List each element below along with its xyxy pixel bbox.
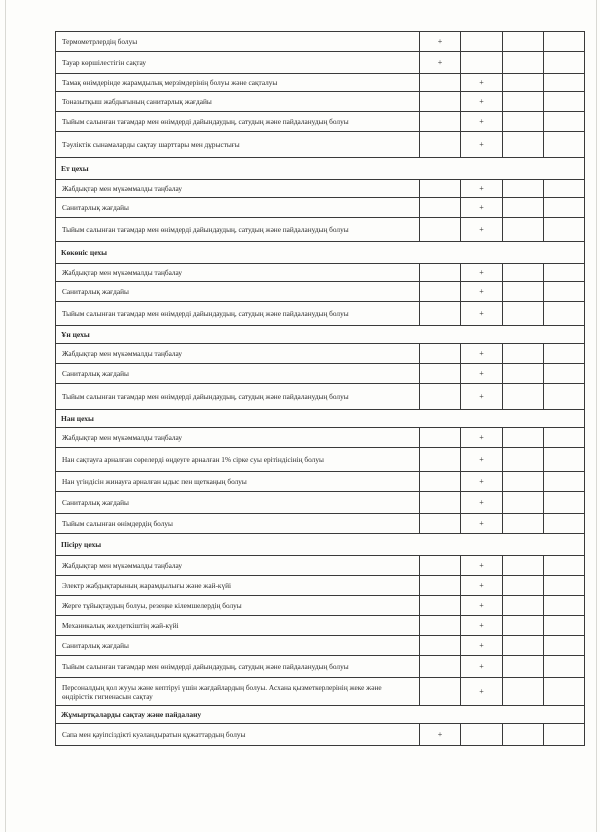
plus-mark: + xyxy=(461,636,503,656)
checklist-row xyxy=(56,514,585,534)
plus-mark: + xyxy=(461,384,503,410)
empty-cell xyxy=(420,112,461,132)
empty-cell xyxy=(544,656,585,678)
empty-cell xyxy=(544,264,585,282)
empty-cell xyxy=(420,514,461,534)
plus-mark: + xyxy=(420,32,461,52)
plus-mark: + xyxy=(461,364,503,384)
empty-cell xyxy=(544,132,585,158)
empty-cell xyxy=(544,92,585,112)
plus-mark: + xyxy=(461,448,503,472)
plus-mark: + xyxy=(461,264,503,282)
plus-mark: + xyxy=(461,576,503,596)
empty-cell xyxy=(420,92,461,112)
empty-cell xyxy=(544,112,585,132)
empty-cell xyxy=(544,492,585,514)
checklist-item-label: Электр жабдықтарының жарамдылығы және жай-күйі xyxy=(56,576,420,596)
section-header-row xyxy=(56,158,585,180)
checklist-item-label: Санитарлық жағдайы xyxy=(56,282,420,302)
checklist-item-label: Жабдықтар мен мүкәммалды таңбалау xyxy=(56,264,420,282)
section-header-row xyxy=(56,534,585,556)
section-title: Көкөніс цехы xyxy=(56,242,585,264)
empty-cell xyxy=(503,364,544,384)
checklist-row xyxy=(56,678,585,706)
empty-cell xyxy=(420,636,461,656)
checklist-item-label: Жабдықтар мен мүкәммалды таңбалау xyxy=(56,556,420,576)
empty-cell xyxy=(461,32,503,52)
empty-cell xyxy=(420,198,461,218)
empty-cell xyxy=(420,576,461,596)
checklist-row xyxy=(56,472,585,492)
empty-cell xyxy=(503,514,544,534)
empty-cell xyxy=(503,384,544,410)
checklist-item-label: Санитарлық жағдайы xyxy=(56,364,420,384)
section-header-row xyxy=(56,410,585,428)
checklist-item-label: Санитарлық жағдайы xyxy=(56,636,420,656)
checklist-item-label: Тыйым салынған тағамдар мен өнімдерді дайындаудың, сатудың және пайдаланудың болуы xyxy=(56,656,420,678)
empty-cell xyxy=(544,596,585,616)
empty-cell xyxy=(544,448,585,472)
empty-cell xyxy=(503,492,544,514)
checklist-row xyxy=(56,92,585,112)
empty-cell xyxy=(544,472,585,492)
checklist-row xyxy=(56,302,585,326)
checklist-item-label: Тамақ өнімдерінде жарамдылық мерзімдерінің болуы және сақталуы xyxy=(56,74,420,92)
section-header-row xyxy=(56,242,585,264)
empty-cell xyxy=(420,132,461,158)
checklist-row xyxy=(56,724,585,746)
empty-cell xyxy=(544,180,585,198)
empty-cell xyxy=(461,52,503,74)
empty-cell xyxy=(544,384,585,410)
plus-mark: + xyxy=(461,616,503,636)
empty-cell xyxy=(503,32,544,52)
section-title: Ет цехы xyxy=(56,158,585,180)
checklist-row xyxy=(56,428,585,448)
empty-cell xyxy=(503,616,544,636)
empty-cell xyxy=(503,448,544,472)
checklist-item-label: Тыйым салынған өнімдердің болуы xyxy=(56,514,420,534)
checklist-item-label: Сапа мен қауіпсіздікті куәландыратын құжаттардың болуы xyxy=(56,724,420,746)
empty-cell xyxy=(420,616,461,636)
empty-cell xyxy=(420,282,461,302)
checklist-row xyxy=(56,218,585,242)
plus-mark: + xyxy=(420,724,461,746)
plus-mark: + xyxy=(461,656,503,678)
plus-mark: + xyxy=(461,132,503,158)
checklist-row xyxy=(56,616,585,636)
checklist-row xyxy=(56,448,585,472)
empty-cell xyxy=(420,656,461,678)
plus-mark: + xyxy=(461,472,503,492)
checklist-row xyxy=(56,112,585,132)
section-title: Ұн цехы xyxy=(56,326,585,344)
plus-mark: + xyxy=(461,344,503,364)
empty-cell xyxy=(544,678,585,706)
plus-mark: + xyxy=(461,678,503,706)
empty-cell xyxy=(503,596,544,616)
checklist-item-label: Нан сақтауға арналған сөрелерді өңдеуге арналған 1% сірке суы ерітіндісінің болуы xyxy=(56,448,420,472)
checklist-item-label: Жабдықтар мен мүкәммалды таңбалау xyxy=(56,428,420,448)
checklist-row xyxy=(56,384,585,410)
checklist-item-label: Жабдықтар мен мүкәммалды таңбалау xyxy=(56,344,420,364)
empty-cell xyxy=(503,74,544,92)
checklist-row xyxy=(56,52,585,74)
empty-cell xyxy=(544,616,585,636)
plus-mark: + xyxy=(461,198,503,218)
checklist-row xyxy=(56,132,585,158)
empty-cell xyxy=(503,198,544,218)
empty-cell xyxy=(503,724,544,746)
empty-cell xyxy=(544,218,585,242)
empty-cell xyxy=(503,576,544,596)
checklist-item-label: Нан үгіндісін жинауға арналған ыдыс пен щеткаңың болуы xyxy=(56,472,420,492)
scan-edge-right xyxy=(596,0,597,832)
checklist-row xyxy=(56,364,585,384)
empty-cell xyxy=(503,636,544,656)
scan-edge-left xyxy=(5,0,6,832)
empty-cell xyxy=(544,74,585,92)
empty-cell xyxy=(420,302,461,326)
checklist-item-label: Санитарлық жағдайы xyxy=(56,198,420,218)
section-header-row xyxy=(56,706,585,724)
plus-mark: + xyxy=(461,218,503,242)
empty-cell xyxy=(503,112,544,132)
plus-mark: + xyxy=(461,302,503,326)
plus-mark: + xyxy=(461,112,503,132)
empty-cell xyxy=(544,302,585,326)
empty-cell xyxy=(420,264,461,282)
empty-cell xyxy=(420,344,461,364)
checklist-row xyxy=(56,32,585,52)
section-title: Нан цехы xyxy=(56,410,585,428)
plus-mark: + xyxy=(461,92,503,112)
plus-mark: + xyxy=(461,180,503,198)
checklist-row xyxy=(56,180,585,198)
empty-cell xyxy=(503,180,544,198)
empty-cell xyxy=(544,724,585,746)
empty-cell xyxy=(544,344,585,364)
empty-cell xyxy=(420,596,461,616)
plus-mark: + xyxy=(461,428,503,448)
empty-cell xyxy=(503,132,544,158)
checklist-row xyxy=(56,198,585,218)
empty-cell xyxy=(420,678,461,706)
checklist-row xyxy=(56,556,585,576)
checklist-item-label: Жерге тұйықтаудың болуы, резеңке кілемшелердің болуы xyxy=(56,596,420,616)
empty-cell xyxy=(503,302,544,326)
checklist-item-label: Тыйым салынған тағамдар мен өнімдерді дайындаудың, сатудың және пайдаланудың болуы xyxy=(56,302,420,326)
empty-cell xyxy=(544,32,585,52)
empty-cell xyxy=(503,218,544,242)
checklist-item-label: Тоназытқыш жабдығының санитарлық жағдайы xyxy=(56,92,420,112)
empty-cell xyxy=(420,384,461,410)
checklist-row xyxy=(56,596,585,616)
empty-cell xyxy=(503,678,544,706)
plus-mark: + xyxy=(461,282,503,302)
empty-cell xyxy=(544,636,585,656)
plus-mark: + xyxy=(420,52,461,74)
checklist-item-label: Тауар көршілестігін сақтау xyxy=(56,52,420,74)
section-header-row xyxy=(56,326,585,344)
checklist-item-label: Тыйым салынған тағамдар мен өнімдерді дайындаудың, сатудың және пайдаланудың болуы xyxy=(56,218,420,242)
empty-cell xyxy=(420,364,461,384)
empty-cell xyxy=(420,472,461,492)
plus-mark: + xyxy=(461,492,503,514)
checklist-row xyxy=(56,656,585,678)
empty-cell xyxy=(503,656,544,678)
plus-mark: + xyxy=(461,556,503,576)
empty-cell xyxy=(503,264,544,282)
checklist-item-label: Тәуліктік сынамаларды сақтау шарттары мен дұрыстығы xyxy=(56,132,420,158)
empty-cell xyxy=(544,514,585,534)
empty-cell xyxy=(503,472,544,492)
empty-cell xyxy=(544,198,585,218)
checklist-row xyxy=(56,636,585,656)
empty-cell xyxy=(544,52,585,74)
empty-cell xyxy=(420,180,461,198)
empty-cell xyxy=(420,448,461,472)
section-title: Жұмыртқаларды сақтау және пайдалану xyxy=(56,706,585,724)
empty-cell xyxy=(420,492,461,514)
empty-cell xyxy=(420,218,461,242)
checklist-item-label: Тыйым салынған тағамдар мен өнімдерді дайындаудың, сатудың және пайдаланудың болуы xyxy=(56,384,420,410)
plus-mark: + xyxy=(461,74,503,92)
empty-cell xyxy=(544,364,585,384)
empty-cell xyxy=(544,576,585,596)
checklist-row xyxy=(56,264,585,282)
checklist-row xyxy=(56,74,585,92)
plus-mark: + xyxy=(461,596,503,616)
empty-cell xyxy=(503,52,544,74)
section-title: Пісіру цехы xyxy=(56,534,585,556)
checklist-row xyxy=(56,576,585,596)
empty-cell xyxy=(544,428,585,448)
checklist-item-label: Термометрлердің болуы xyxy=(56,32,420,52)
empty-cell xyxy=(544,556,585,576)
checklist-row xyxy=(56,282,585,302)
checklist-item-label: Санитарлық жағдайы xyxy=(56,492,420,514)
checklist-item-label: Тыйым салынған тағамдар мен өнімдерді дайындаудың, сатудың және пайдаланудың болуы xyxy=(56,112,420,132)
empty-cell xyxy=(503,556,544,576)
empty-cell xyxy=(544,282,585,302)
empty-cell xyxy=(503,344,544,364)
empty-cell xyxy=(420,428,461,448)
inspection-checklist-table xyxy=(55,31,585,746)
checklist-row xyxy=(56,344,585,364)
empty-cell xyxy=(461,724,503,746)
empty-cell xyxy=(420,74,461,92)
checklist-item-label: Жабдықтар мен мүкәммалды таңбалау xyxy=(56,180,420,198)
empty-cell xyxy=(503,92,544,112)
empty-cell xyxy=(503,282,544,302)
empty-cell xyxy=(420,556,461,576)
checklist-row xyxy=(56,492,585,514)
checklist-item-label: Механикалық желдеткіштің жай-күйі xyxy=(56,616,420,636)
checklist-item-label: Персоналдың қол жууы және кептіруі үшін жағдайлардың болуы. Асхана қызметкерлерінің жеке және өндірістік гигиенасын сақтау xyxy=(56,678,420,706)
plus-mark: + xyxy=(461,514,503,534)
empty-cell xyxy=(503,428,544,448)
